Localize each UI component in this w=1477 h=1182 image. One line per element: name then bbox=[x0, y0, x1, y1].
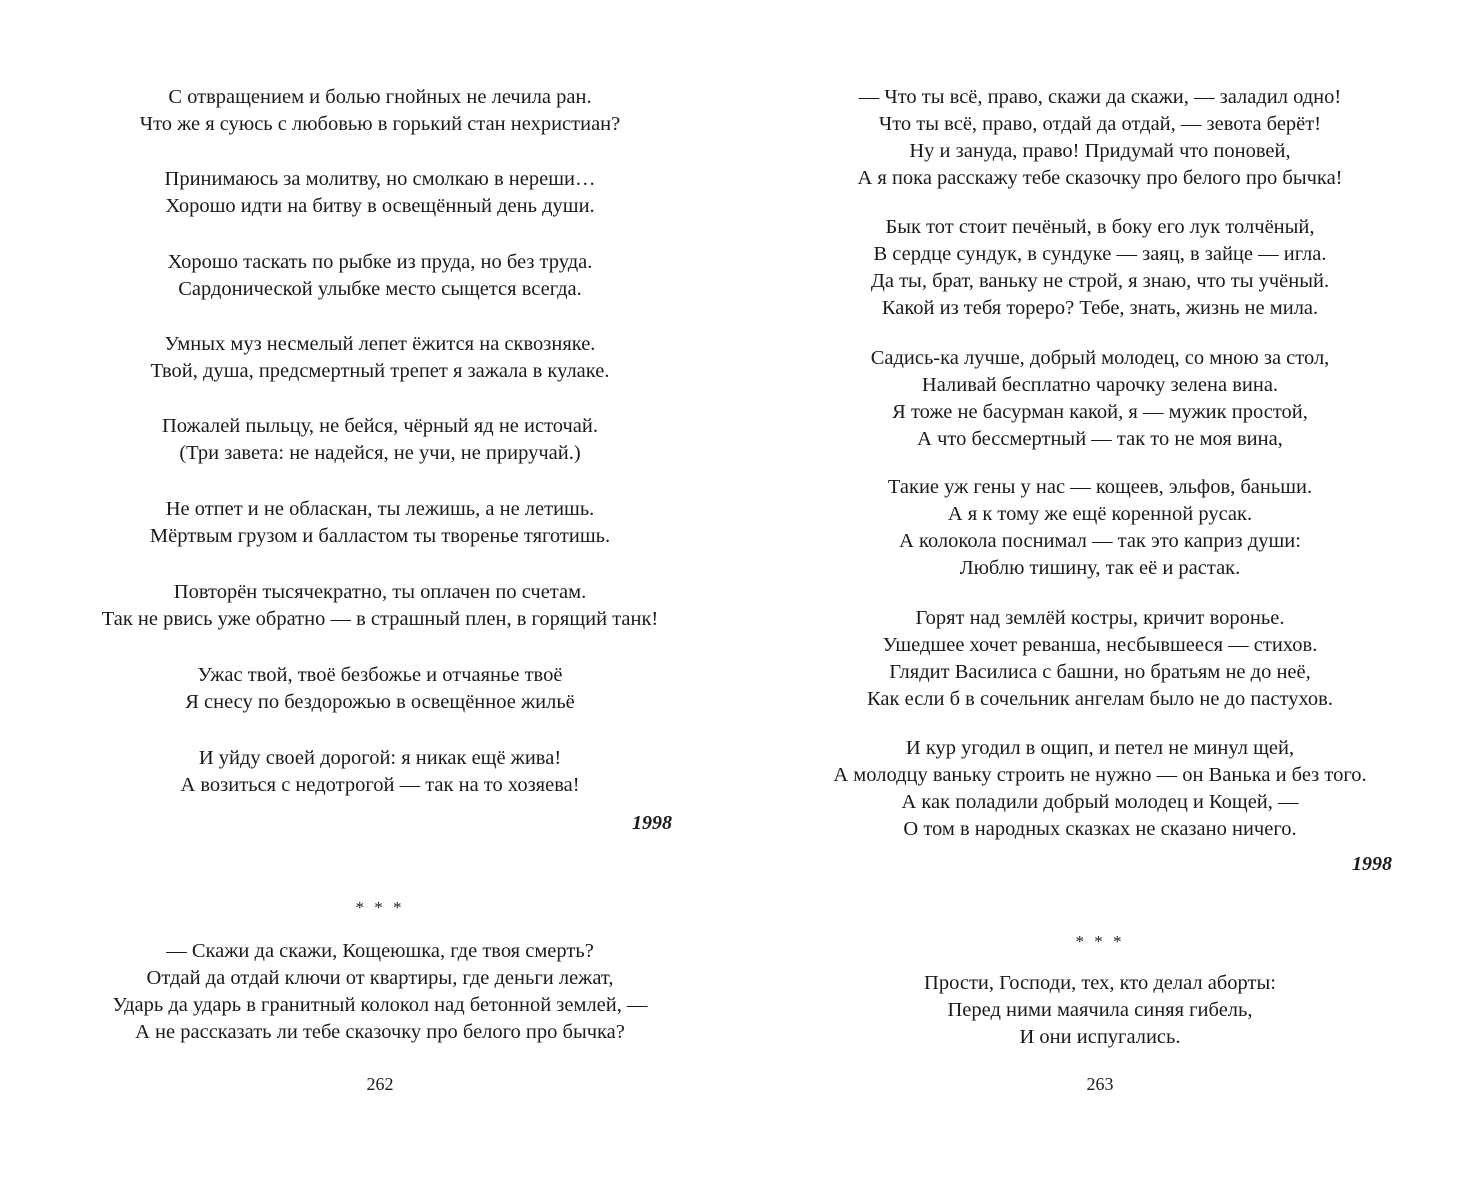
page-number: 263 bbox=[1086, 1074, 1114, 1094]
poem-line: Умных муз несмелый лепет ёжится на сквозняке. bbox=[164, 333, 596, 355]
poem-date: 1998 bbox=[632, 812, 672, 834]
stanza bbox=[800, 970, 1400, 1051]
poem-line: А как поладили добрый молодец и Кощей, — bbox=[901, 791, 1299, 813]
poem-line: И уйду своей дорогой: я никак ещё жива! bbox=[198, 747, 562, 769]
poem-line: Ударь да ударь в гранитный колокол над бетонной землей, — bbox=[112, 994, 648, 1016]
poem-line: Ну и зануда, право! Придумай что поновей, bbox=[909, 140, 1291, 162]
poem-line: Бык тот стоит печёный, в боку его лук толчёный, bbox=[885, 216, 1315, 238]
stanza bbox=[800, 345, 1400, 453]
poem-line: А возиться с недотрогой — так на то хозяева! bbox=[180, 774, 580, 796]
poem-line: Ушедшее хочет реванша, несбывшееся — стихов. bbox=[882, 634, 1318, 656]
poem-line: (Три завета: не надейся, не учи, не приручай.) bbox=[179, 442, 581, 464]
poem-line: А я к тому же ещё коренной русак. bbox=[947, 503, 1253, 525]
poem-line: Что же я суюсь с любовью в горький стан нехристиан? bbox=[139, 113, 621, 135]
poem-line: В сердце сундук, в сундуке — заяц, в зайце — игла. bbox=[873, 243, 1327, 265]
poem-line: Перед ними маячила синяя гибель, bbox=[947, 999, 1253, 1021]
poem-line: Твой, душа, предсмертный трепет я зажала в кулаке. bbox=[150, 360, 610, 382]
stanza bbox=[60, 249, 700, 303]
poem-line: Ужас твой, твоё безбожье и отчаянье твоё bbox=[197, 664, 563, 686]
right-page bbox=[800, 0, 1400, 1182]
poem-line: Принимаюсь за молитву, но смолкаю в нереши… bbox=[164, 168, 596, 190]
poem-line: Отдай да отдай ключи от квартиры, где деньги лежат, bbox=[146, 967, 614, 989]
stanza bbox=[60, 662, 700, 716]
section-separator: * * * bbox=[1075, 932, 1125, 951]
poem-line: Хорошо идти на битву в освещённый день души. bbox=[165, 195, 595, 217]
stanza bbox=[800, 605, 1400, 713]
poem-line: И кур угодил в ощип, и петел не минул щей, bbox=[905, 737, 1295, 759]
section-separator: * * * bbox=[355, 898, 405, 917]
poem-line: Не отпет и не обласкан, ты лежишь, а не летишь. bbox=[165, 498, 595, 520]
poem-line: Хорошо таскать по рыбке из пруда, но без труда. bbox=[167, 251, 593, 273]
stanza bbox=[800, 474, 1400, 582]
poem-line: Такие уж гены у нас — кощеев, эльфов, баньши. bbox=[887, 476, 1313, 498]
stanza bbox=[60, 84, 700, 138]
stanza bbox=[60, 413, 700, 467]
stanza bbox=[800, 84, 1400, 192]
poem-line: С отвращением и болью гнойных не лечила ран. bbox=[168, 86, 592, 108]
stanza bbox=[800, 735, 1400, 843]
stanza bbox=[60, 938, 700, 1046]
poem-line: — Что ты всё, право, скажи да скажи, — заладил одно! bbox=[858, 86, 1342, 108]
stanza bbox=[60, 579, 700, 633]
poem-line: Глядит Василиса с башни, но братьям не до неё, bbox=[889, 661, 1311, 683]
poem-line: Люблю тишину, так её и растак. bbox=[959, 557, 1241, 579]
page-number: 262 bbox=[366, 1074, 394, 1094]
poem-line: Горят над землёй костры, кричит воронье. bbox=[915, 607, 1285, 629]
poem-line: А колокола поснимал — так это каприз души: bbox=[899, 530, 1301, 552]
poem-line: Прости, Господи, тех, кто делал аборты: bbox=[924, 972, 1276, 994]
poem-line: Как если б в сочельник ангелам было не до пастухов. bbox=[867, 688, 1333, 710]
poem-line: И они испугались. bbox=[1019, 1026, 1181, 1048]
poem-line: Какой из тебя тореро? Тебе, знать, жизнь не мила. bbox=[881, 297, 1319, 319]
poem-line: А я пока расскажу тебе сказочку про белого про бычка! bbox=[857, 167, 1343, 189]
poem-date: 1998 bbox=[1352, 853, 1392, 875]
poem-line: Мёртвым грузом и балластом ты творенье тяготишь. bbox=[149, 525, 611, 547]
poem-line: О том в народных сказках не сказано ничего. bbox=[903, 818, 1297, 840]
poem-line: Сардонической улыбке место сыщется всегда. bbox=[178, 278, 582, 300]
stanza bbox=[60, 166, 700, 220]
poem-line: Я тоже не басурман какой, я — мужик простой, bbox=[892, 401, 1308, 423]
poem-line: Так не рвись уже обратно — в страшный плен, в горящий танк! bbox=[101, 608, 659, 630]
left-page bbox=[60, 0, 700, 1182]
stanza bbox=[60, 331, 700, 385]
poem-line: — Скажи да скажи, Кощеюшка, где твоя смерть? bbox=[166, 940, 594, 962]
poem-line: Да ты, брат, ваньку не строй, я знаю, что ты учёный. bbox=[870, 270, 1330, 292]
poem-line: Я снесу по бездорожью в освещённое жильё bbox=[185, 691, 575, 713]
stanza bbox=[800, 214, 1400, 322]
poem-line: Повторён тысячекратно, ты оплачен по счетам. bbox=[173, 581, 587, 603]
poem-line: А что бессмертный — так то не моя вина, bbox=[917, 428, 1283, 450]
stanza bbox=[60, 745, 700, 799]
poem-line: Садись-ка лучше, добрый молодец, со мною за стол, bbox=[870, 347, 1330, 369]
poem-line: Что ты всё, право, отдай да отдай, — зевота берёт! bbox=[878, 113, 1322, 135]
poem-line: Пожалей пыльцу, не бейся, чёрный яд не источай. bbox=[161, 415, 598, 437]
poem-line: А не рассказать ли тебе сказочку про белого про бычка? bbox=[135, 1021, 625, 1043]
poem-line: А молодцу ваньку строить не нужно — он Ванька и без того. bbox=[833, 764, 1367, 786]
stanza bbox=[60, 496, 700, 550]
poem-line: Наливай бесплатно чарочку зелена вина. bbox=[921, 374, 1279, 396]
